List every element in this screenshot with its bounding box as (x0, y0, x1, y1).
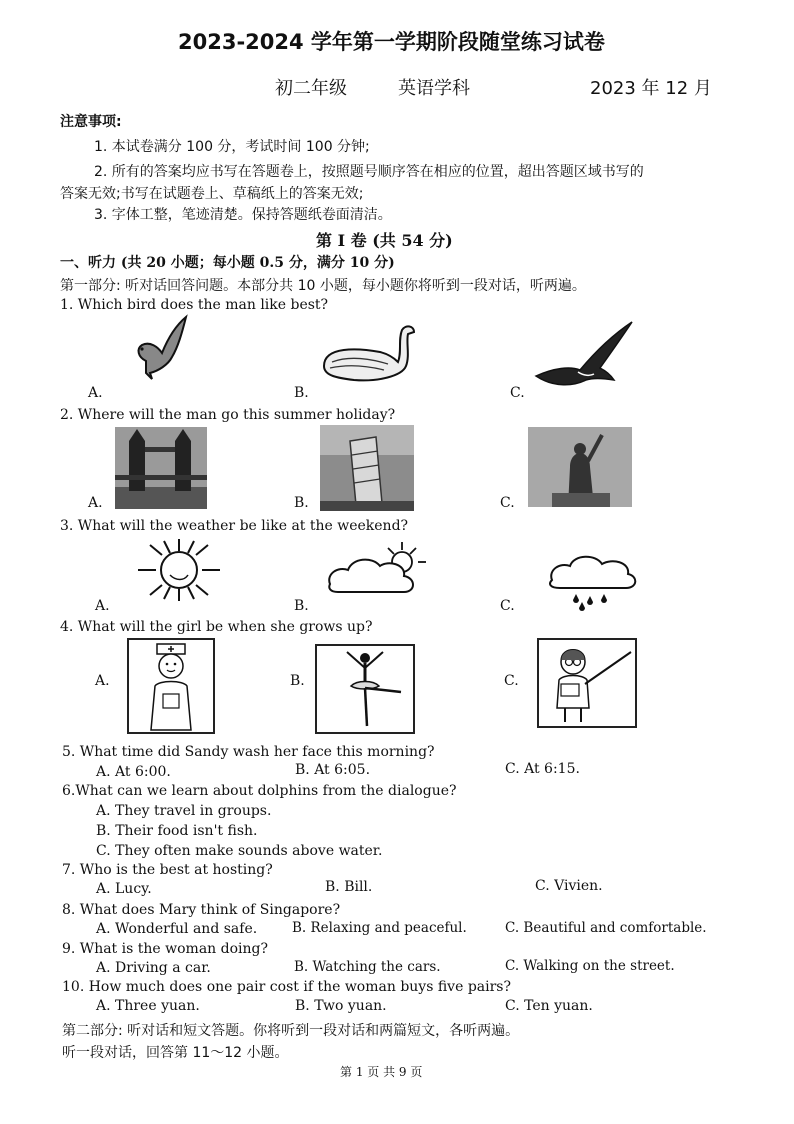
rainy-icon (546, 550, 640, 612)
part1-instruction: 第一部分: 听对话回答问题。本部分共 10 小题，每小题你将听到一段对话，听两遍。 (60, 278, 586, 294)
statue-of-liberty-photo (528, 427, 632, 507)
q3-option-b: B. (294, 598, 309, 614)
dove-icon (128, 313, 192, 381)
q10-option-c: C. Ten yuan. (505, 998, 593, 1014)
q3-option-a: A. (95, 598, 110, 614)
note-item-1: 1. 本试卷满分 100 分，考试时间 100 分钟; (94, 139, 370, 155)
notes-heading: 注意事项: (60, 114, 122, 130)
page-footer: 第 1 页 共 9 页 (340, 1065, 423, 1079)
q6-option-c: C. They often make sounds above water. (96, 843, 383, 859)
question-6: 6.What can we learn about dolphins from the dialogue? (62, 783, 457, 799)
question-10: 10. How much does one pair cost if the woman buys five pairs? (62, 979, 511, 995)
q6-option-b: B. Their food isn't fish. (96, 823, 258, 839)
q7-option-b: B. Bill. (325, 879, 373, 895)
q5-option-c: C. At 6:15. (505, 761, 580, 777)
tower-bridge-photo (115, 427, 207, 509)
q10-option-a: A. Three yuan. (96, 998, 200, 1014)
grade-label: 初二年级 (275, 78, 347, 99)
q8-option-a: A. Wonderful and safe. (96, 921, 258, 937)
note-item-2: 2. 所有的答案均应书写在答题卷上，按照题号顺序答在相应的位置，超出答题区域书写的 (94, 164, 644, 180)
swan-icon (318, 322, 418, 386)
q5-option-a: A. At 6:00. (96, 764, 171, 780)
section-heading: 一、听力 (共 20 小题；每小题 0.5 分，满分 10 分) (60, 255, 395, 271)
question-8: 8. What does Mary think of Singapore? (62, 902, 341, 918)
question-2: 2. Where will the man go this summer holiday? (60, 407, 396, 423)
subject-label: 英语学科 (398, 78, 470, 99)
q7-option-c: C. Vivien. (535, 878, 603, 894)
q9-option-a: A. Driving a car. (96, 960, 211, 976)
part2-subinstruction: 听一段对话，回答第 11～12 小题。 (62, 1045, 289, 1061)
question-5: 5. What time did Sandy wash her face this morning? (62, 744, 435, 760)
ballerina-picture (315, 644, 415, 734)
q3-option-c: C. (500, 598, 515, 614)
q1-option-a: A. (88, 385, 103, 401)
nurse-picture (127, 638, 215, 734)
volume-heading: 第 I 卷 (共 54 分) (316, 231, 453, 250)
leaning-tower-photo (320, 425, 414, 511)
cloudy-sun-icon (326, 540, 430, 600)
question-4: 4. What will the girl be when she grows up? (60, 619, 373, 635)
q2-option-c: C. (500, 495, 515, 511)
teacher-picture (537, 638, 637, 728)
question-1: 1. Which bird does the man like best? (60, 297, 329, 313)
q7-option-a: A. Lucy. (96, 881, 152, 897)
q4-option-b: B. (290, 673, 305, 689)
q2-option-b: B. (294, 495, 309, 511)
q4-option-c: C. (504, 673, 519, 689)
q2-option-a: A. (88, 495, 103, 511)
q1-option-b: B. (294, 385, 309, 401)
eagle-icon (534, 318, 634, 392)
part2-instruction: 第二部分: 听对话和短文答题。你将听到一段对话和两篇短文，各听两遍。 (62, 1023, 520, 1039)
q10-option-b: B. Two yuan. (295, 998, 387, 1014)
q4-option-a: A. (95, 673, 110, 689)
q5-option-b: B. At 6:05. (295, 762, 371, 778)
q8-option-b: B. Relaxing and peaceful. (292, 920, 467, 936)
question-3: 3. What will the weather be like at the weekend? (60, 518, 409, 534)
exam-date: 2023 年 12 月 (590, 78, 712, 99)
sunny-icon (136, 537, 222, 603)
note-item-3: 3. 字体工整，笔迹清楚。保持答题纸卷面清洁。 (94, 207, 392, 223)
q6-option-a: A. They travel in groups. (96, 803, 272, 819)
note-item-2-cont: 答案无效;书写在试题卷上、草稿纸上的答案无效; (60, 186, 364, 202)
q9-option-b: B. Watching the cars. (294, 959, 441, 975)
question-9: 9. What is the woman doing? (62, 941, 268, 957)
q9-option-c: C. Walking on the street. (505, 958, 675, 974)
question-7: 7. Who is the best at hosting? (62, 862, 273, 878)
q8-option-c: C. Beautiful and comfortable. (505, 920, 707, 936)
exam-title: 2023-2024 学年第一学期阶段随堂练习试卷 (178, 30, 605, 54)
q1-option-c: C. (510, 385, 525, 401)
